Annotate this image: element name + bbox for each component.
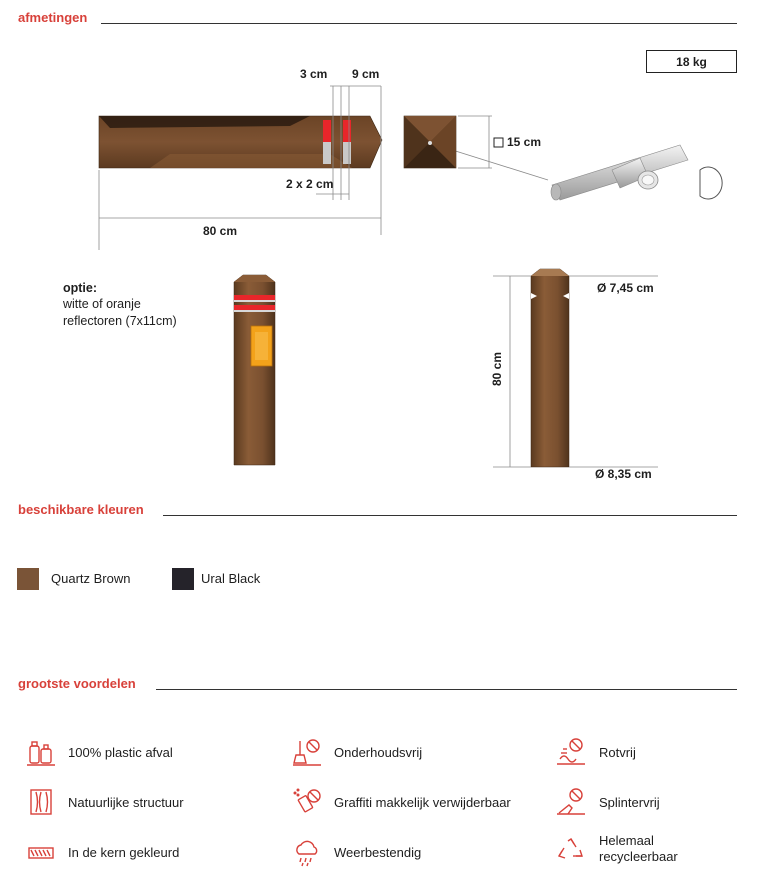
dim-length-label: 80 cm <box>203 224 238 238</box>
advantage-label: Weerbestendig <box>334 845 422 860</box>
dim-diameter-bottom-label: Ø 8,35 cm <box>595 467 652 481</box>
color-swatch-ural-black <box>172 568 194 590</box>
post-with-reflector <box>234 275 275 465</box>
advantage-label: Graffiti makkelijk verwijderbaar <box>334 795 511 810</box>
section-title-dimensions: afmetingen <box>18 10 88 25</box>
section-title-colors: beschikbare kleuren <box>18 502 144 517</box>
plastic-bottles-icon <box>26 737 56 767</box>
no-splinter-icon <box>556 787 586 817</box>
post-top-view <box>404 116 456 168</box>
option-line-2: reflectoren (7x11cm) <box>63 314 177 328</box>
advantage-label: Onderhoudsvrij <box>334 745 423 760</box>
advantage-label: In de kern gekleurd <box>68 845 180 860</box>
advantage-label: Natuurlijke structuur <box>68 795 184 810</box>
dim-9cm-label: 9 cm <box>352 67 380 81</box>
color-label-quartz-brown: Quartz Brown <box>51 571 131 586</box>
dim-diameter-top-label: Ø 7,45 cm <box>597 281 654 295</box>
color-swatch-quartz-brown <box>17 568 39 590</box>
square-section-icon <box>494 138 503 147</box>
color-label-ural-black: Ural Black <box>201 571 261 586</box>
option-title: optie: <box>63 281 98 295</box>
section-title-advantages: grootste voordelen <box>18 676 136 691</box>
dim-section-label: 15 cm <box>507 135 542 149</box>
advantage-label: 100% plastic afval <box>68 745 173 760</box>
advantage-label: Helemaal recycleerbaar <box>599 833 678 864</box>
advantage-label: Rotvrij <box>599 745 636 760</box>
weight-badge: 18 kg <box>646 50 737 73</box>
diameter-lines <box>493 276 658 467</box>
option-line-1: witte of oranje <box>63 297 141 311</box>
recycle-icon <box>556 836 586 866</box>
metal-bracket <box>551 145 722 200</box>
graffiti-icon <box>292 787 322 817</box>
section-divider <box>156 689 737 690</box>
no-maintenance-icon <box>292 737 322 767</box>
dim-3cm-label: 3 cm <box>300 67 328 81</box>
dim-groove-label: 2 x 2 cm <box>286 177 334 191</box>
advantage-label: Splintervrij <box>599 795 660 810</box>
post-front-view <box>531 269 569 467</box>
dim-height-label: 80 cm <box>490 351 504 386</box>
wood-grain-icon <box>26 787 56 817</box>
post-side-view <box>99 116 382 168</box>
core-colored-icon <box>26 838 56 868</box>
section-divider <box>163 515 737 516</box>
weather-icon <box>292 838 322 868</box>
no-rot-icon <box>556 737 586 767</box>
